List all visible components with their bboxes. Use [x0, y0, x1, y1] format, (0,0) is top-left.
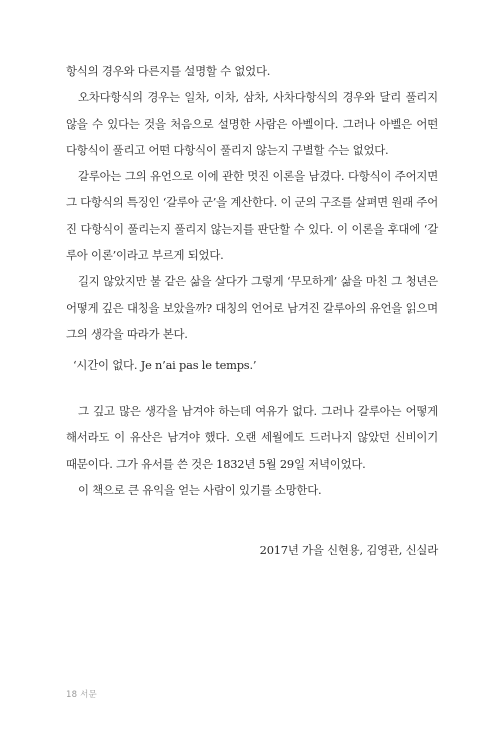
- paragraph-abel: 오차다항식의 경우는 일차, 이차, 삼차, 사차다항식의 경우와 달리 풀리지 않을 수 있다는 것을 처음으로 설명한 사람은 아벨이다. 그러나 아벨은 어떤 다항식이 풀리고 어떤 다항식이 풀리지 않는지 구별할 수는 없었다.: [66, 90, 438, 157]
- paragraph-legacy: 그 깊고 많은 생각을 남겨야 하는데 여유가 없다. 그러나 갈루아는 어떻게 해서라도 이 유산은 남겨야 했다. 오랜 세월에도 드러나지 않았던 신비이기 때문이다. 그가 유서를 쓴 것은 1832년 5월 29일 저녁이었다.: [66, 404, 438, 471]
- paragraph-wish: 이 책으로 큰 유익을 얻는 사람이 있기를 소망한다.: [78, 482, 322, 497]
- main-text-block: [66, 58, 438, 347]
- page-footer: 18 서문: [66, 690, 97, 700]
- paragraph-continuation: 항식의 경우와 다른지를 설명할 수 없었다.: [66, 64, 271, 78]
- paragraph-galois-life: 길지 않았지만 불 같은 삶을 살다가 그렇게 ‘무모하게’ 삶을 마친 그 청년은 어떻게 깊은 대칭을 보았을까? 대칭의 언어로 남겨진 갈루아의 유언을 읽으며 그의 생각을 따라가 본다.: [66, 274, 438, 341]
- closing-text-block: [66, 398, 438, 503]
- quote-line: ‘시간이 없다. Je n’ai pas le temps.’: [73, 358, 257, 372]
- paragraph-galois-theory: 갈루아는 그의 유언으로 이에 관한 멋진 이론을 남겼다. 다항식이 주어지면 그 다항식의 특징인 ‘갈루아 군’을 계산한다. 이 군의 구조를 살펴면 원래 주어진 다항식이 풀리는지 풀리지 않는지를 판단할 수 있다. 이 이론을 후대에 ‘갈루아 이론’이라고 부르게 되었다.: [66, 169, 438, 263]
- signature-line: 2017년 가을 신현용, 김영관, 신실라: [259, 543, 438, 557]
